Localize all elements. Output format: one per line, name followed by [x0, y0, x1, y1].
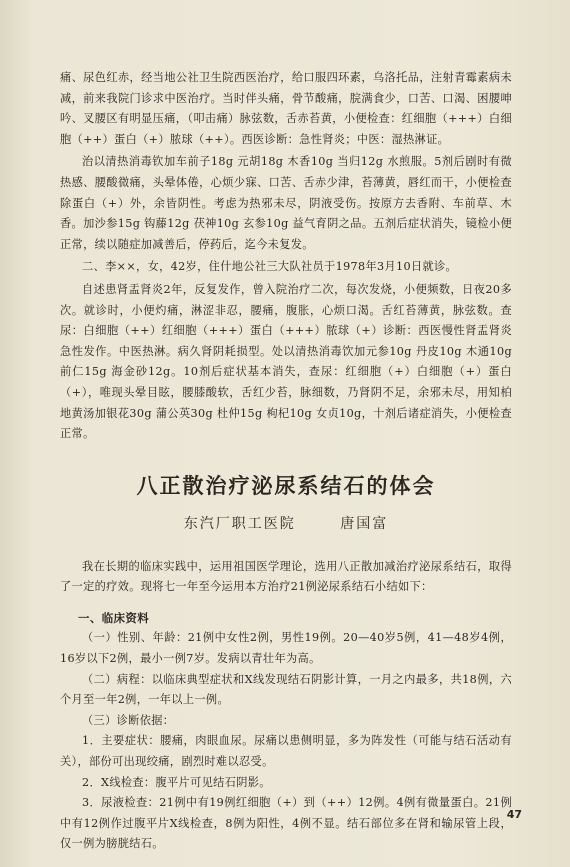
section-heading: 一、临床资料	[78, 610, 150, 625]
case-paragraph-3: 二、李××，女，42岁，住什地公社三大队社员于1978年3月10日就诊。	[82, 260, 458, 274]
item-diagnosis-basis: （三）诊断依据：	[82, 713, 175, 727]
case-paragraph-2: 治以清热消毒钦加车前子18g 元胡18g 木香10g 当归12g 水煎服。5剂后剧时有微热感、腰酸微痛，头晕体倦，心烦少寐、口苦、舌赤少津，苔薄黄，唇红而干，小便检查除蛋白（+）外，余皆阴性。考虑为热邪未尽，阴液受伤。按原方去香附、车前草、木香。加沙参15g 钩藤12g 茯神10g 玄参10g 益气育阴之品。五剂后症状消失，镜检小便正常，续以随症加减善后，停药后，迄今未复发。	[60, 155, 512, 251]
case-paragraph-4: 自述患肾盂肾炎2年，反复发作，曾入院治疗二次，每次发烧，小便频数，日夜20多次。就诊时，小便灼痛，淋涩非忍，腰痛，腹胀，心烦口渴。舌红苔薄黄，脉弦数。查尿：白细胞（++）红细胞（+++）蛋白（+++）脓球（+）诊断：西医慢性肾盂肾炎急性发作。中医热淋。病久肾阴耗损型。处以清热消毒饮加元参10g 丹皮10g 木通10g 前仁15g 海金砂12g。10剂后症状基本消失，查尿：红细胞（+）白细胞（+）蛋白（+），唯现头晕目眩，腰膝酸软，舌红少苔，脉细数，乃肾阴不足，余邪未尽，用知柏地黄汤加银花30g 蒲公英30g 杜仲15g 枸杞10g 女贞10g，十剂后诸症消失，小便检查正常。	[60, 282, 512, 441]
page-number: 47	[506, 808, 522, 821]
item-symptoms: 1．主要症状：腰痛，肉眼血尿。尿痛以患侧明显，多为阵发性（可能与结石活动有关），部份可出现绞痛，剧烈时难以忍受。	[60, 734, 512, 769]
byline	[60, 513, 512, 533]
item-sex-age: （一）性别、年龄：21例中女性2例，男性19例。20—40岁5例，41—48岁4例，16岁以下2例，最小一例7岁。发病以青壮年为高。	[60, 631, 512, 666]
item-xray: 2．X线检查：腹平片可见结石阴影。	[82, 775, 271, 789]
item-urinalysis: 3．尿液检查：21例中有19例红细胞（+）到（++）12例。4例有微量蛋白。21例中有12例作过腹平片X线检查，8例为阳性，4例不显。结石部位多在肾和输尿管上段，仅一例为膀胱结石。	[60, 796, 512, 851]
author-name: 唐国富	[340, 515, 389, 532]
case-paragraph-1: 痛、尿色红赤，经当地公社卫生院西医治疗，给口服四环素，乌洛托品，注射青霉素病未减，前来我院门诊求中医治疗。当时伴头痛，骨节酸痛，脘满食少，口苦、口渴、困腰呻吟、叉腰区有明显压痛，（叩击痛）脉弦数，舌赤苔黄，小便检查：红细胞（+++）白细胞（++）蛋白（+）脓球（++）。西医诊断：急性肾炎；中医：湿热淋证。	[60, 71, 512, 146]
item-course: （二）病程：以临床典型症状和X线发现结石阴影计算，一月之内最多，共18例，六个月至一年2例，一年以上一例。	[60, 672, 512, 707]
article-title: 八正散治疗泌尿系结石的体会	[136, 473, 436, 498]
institution: 东汽厂职工医院	[183, 515, 296, 532]
intro-paragraph: 我在长期的临床实践中，运用祖国医学理论，选用八正散加减治疗泌尿系结石，取得了一定的疗效。现将七一年至今运用本方治疗21例泌尿系结石小结如下：	[60, 559, 512, 594]
